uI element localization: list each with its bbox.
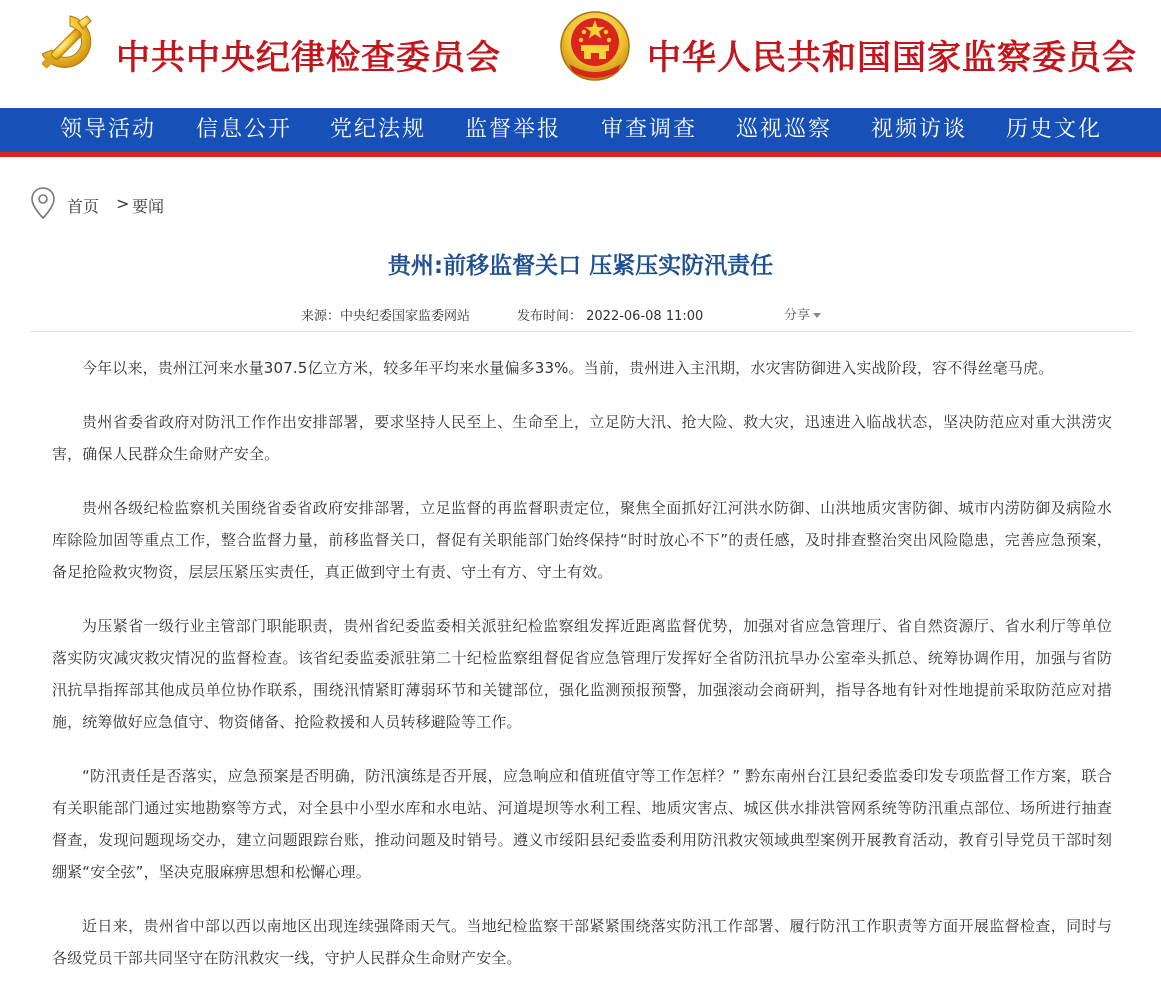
- article-paragraph: 贵州各级纪检监察机关围绕省委省政府安排部署，立足监督的再监督职责定位，聚焦全面抓好江河洪水防御、山洪地质灾害防御、城市内涝防御及病险水库除险加固等重点工作，整合监督力量，前移监督关口，督促有关职能部门始终保持“时时放心不下”的责任感，及时排查整治突出风险隐患，完善应急预案，备足抢险救灾物资，层层压紧压实责任，真正做到守土有责、守土有方、守土有效。: [52, 499, 1112, 581]
- article-paragraph: 为压紧省一级行业主管部门职能职责，贵州省纪委监委相关派驻纪检监察组发挥近距离监督优势，加强对省应急管理厅、省自然资源厅、省水利厅等单位落实防灾减灾救灾情况的监督检查。该省纪委监委派驻第二十纪检监察组督促省应急管理厅发挥好全省防汛抗旱办公室牵头抓总、统筹协调作用，加强与省防汛抗旱指挥部其他成员单位协作联系，围绕汛情紧盯薄弱环节和关键部位，强化监测预报预警，加强滚动会商研判，指导各地有针对性地提前采取防范应对措施，统筹做好应急值守、物资储备、抢险救援和人员转移避险等工作。: [52, 617, 1112, 731]
- nav-item-leadership[interactable]: 领导活动: [60, 117, 157, 142]
- nav-item-inspection[interactable]: 巡视巡察: [736, 117, 833, 142]
- article-publish-time: 发布时间： 2022-06-08 11:00: [517, 309, 704, 324]
- breadcrumb-home-link[interactable]: 首页: [67, 197, 100, 216]
- share-button[interactable]: [784, 304, 821, 323]
- breadcrumb-current-link[interactable]: 要闻: [132, 197, 165, 216]
- article-source: 来源：中央纪委国家监委网站: [301, 309, 471, 324]
- article-title: 贵州:前移监督关口 压紧压实防汛责任: [387, 253, 774, 279]
- site-name-nsc[interactable]: 中华人民共和国国家监察委员会: [647, 38, 1137, 78]
- share-label: 分享: [784, 308, 811, 323]
- caret-down-icon: [813, 313, 821, 318]
- article-paragraph: “防汛责任是否落实，应急预案是否明确，防汛演练是否开展，应急响应和值班值守等工作怎样？” 黔东南州台江县纪委监委印发专项监督工作方案，联合有关职能部门通过实地勘察等方式，对全县中小型水库和水电站、河道堤坝等水利工程、地质灾害点、城区供水排洪管网系统等防汛重点部位、场所进行抽查督查，发现问题现场交办，建立问题跟踪台账，推动问题及时销号。遵义市绥阳县纪委监委利用防汛救灾领域典型案例开展教育活动，教育引导党员干部时刻绷紧“安全弦”，坚决克服麻痹思想和松懈心理。: [52, 767, 1112, 881]
- site-header: [0, 0, 1161, 108]
- article-body: [52, 352, 1112, 996]
- nav-item-investigation[interactable]: 审查调查: [601, 117, 698, 142]
- breadcrumb-separator: >: [116, 194, 130, 213]
- meta-divider: [30, 331, 1133, 332]
- national-emblem-icon[interactable]: [557, 8, 633, 84]
- main-nav: [0, 108, 1161, 157]
- article-paragraph: 近日来，贵州省中部以西以南地区出现连续强降雨天气。当地纪检监察干部紧紧围绕落实防汛工作部署、履行防汛工作职责等方面开展监督检查，同时与各级党员干部共同坚守在防汛救灾一线，守护人民群众生命财产安全。: [52, 917, 1112, 967]
- article-paragraph: 贵州省委省政府对防汛工作作出安排部署，要求坚持人民至上、生命至上，立足防大汛、抢大险、救大灾，迅速进入临战状态，坚决防范应对重大洪涝灾害，确保人民群众生命财产安全。: [52, 413, 1112, 463]
- nav-item-report[interactable]: 监督举报: [465, 117, 562, 142]
- party-emblem-icon[interactable]: [34, 10, 102, 78]
- nav-item-history[interactable]: 历史文化: [1006, 117, 1103, 142]
- article-paragraph: 今年以来，贵州江河来水量307.5亿立方米，较多年平均来水量偏多33%。当前，贵州进入主汛期，水灾害防御进入实战阶段，容不得丝毫马虎。: [82, 359, 1054, 377]
- article-meta: [0, 305, 1161, 323]
- nav-item-disclosure[interactable]: 信息公开: [196, 117, 293, 142]
- nav-item-video[interactable]: 视频访谈: [871, 117, 968, 142]
- site-name-ccdi[interactable]: 中共中央纪律检查委员会: [116, 38, 501, 78]
- nav-item-regulations[interactable]: 党纪法规: [330, 117, 427, 142]
- location-pin-icon: [30, 186, 56, 220]
